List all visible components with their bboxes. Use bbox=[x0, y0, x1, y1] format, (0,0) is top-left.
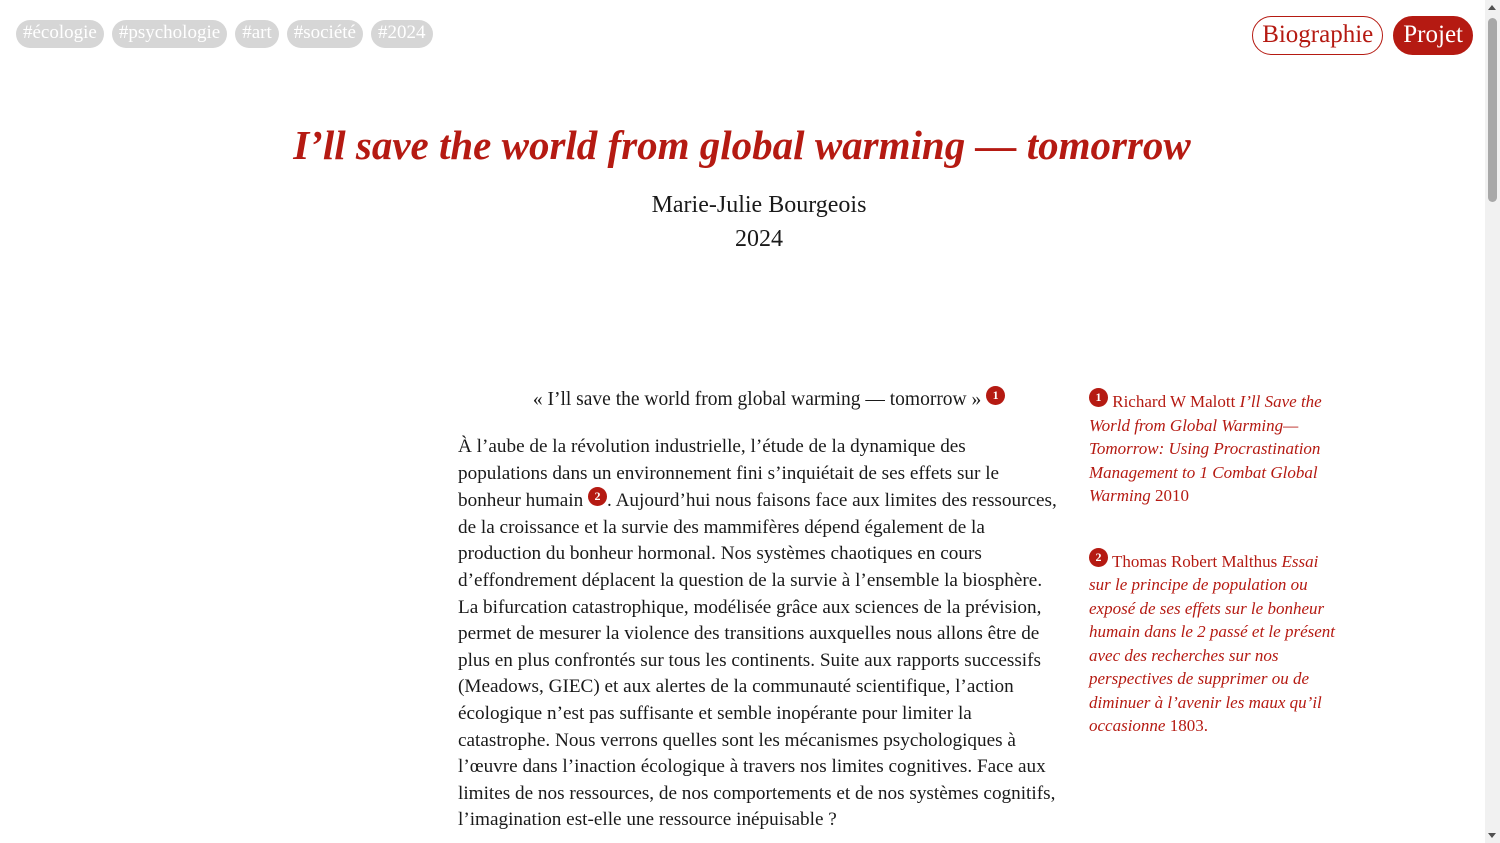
top-nav bbox=[1252, 16, 1473, 55]
epigraph bbox=[458, 384, 1058, 416]
tag-societe[interactable]: #société bbox=[287, 20, 363, 48]
footnote-2 bbox=[1089, 548, 1339, 738]
footnote-1-year: 2010 bbox=[1154, 486, 1189, 505]
tag-2024[interactable]: #2024 bbox=[371, 20, 433, 48]
footnote-marker-2[interactable]: 2 bbox=[588, 487, 607, 506]
tag-art[interactable]: #art bbox=[235, 20, 279, 48]
intro-paragraph bbox=[458, 434, 1058, 834]
tag-list bbox=[16, 20, 433, 48]
epigraph-text: « I’ll save the world from global warming — tomorrow » bbox=[532, 389, 982, 410]
footnote-2-author: Thomas Robert Malthus bbox=[1111, 551, 1278, 571]
author-name: Marie-Julie Bourgeois bbox=[651, 192, 867, 218]
footnote-2-work: Essai sur le principe de population ou exposé de ses effets sur le bonheur humain dans le 2 passé et le présent avec des recherches sur nos perspectives de supprimer ou de diminuer à l’avenir les maux qu’il occasionne bbox=[1089, 551, 1335, 735]
paragraph-part-2: . Aujourd’hui nous faisons face aux limites des ressources, de la croissance et la survie des mammifères dépend également de la production du bonheur hormonal. Nos systèmes chaotiques en cours d’effondrement déplacent la question de la survie à l’ensemble la biosphère. La bifurcation catastrophique, modélisée grâce aux sciences de la prévision, permet de mesurer la violence des transitions auxquelles nous allons être de plus en plus confrontés sur tous les continents. Suite aux rapports successifs (Meadows, GIEC) et aux alertes de la communauté scientifique, l’action écologique n’est pas suffisante et semble inopérante pour limiter la catastrophe. Nous verrons quelles sont les mécanismes psychologiques à l’œuvre dans l’inaction écologique à travers nos limites cognitives. Face aux limites de nos ressources, de nos comportements et de nos systèmes cognitifs, l’imagination est-elle une ressource inépuisable ? bbox=[458, 490, 1057, 831]
vertical-scrollbar[interactable] bbox=[1485, 0, 1500, 843]
scrollbar-thumb[interactable] bbox=[1488, 18, 1497, 202]
main-text bbox=[458, 384, 1058, 834]
project-button[interactable]: Projet bbox=[1393, 16, 1473, 55]
scroll-up-icon[interactable] bbox=[1488, 5, 1496, 10]
footnote-1-author: Richard W Malott bbox=[1112, 392, 1236, 411]
footnote-number-2: 2 bbox=[1089, 548, 1108, 567]
footnotes-sidebar bbox=[1089, 388, 1339, 778]
tag-psychologie[interactable]: #psychologie bbox=[112, 20, 227, 48]
footnote-marker-1[interactable]: 1 bbox=[986, 386, 1005, 405]
tag-ecologie[interactable]: #écologie bbox=[16, 20, 104, 48]
project-meta bbox=[0, 188, 1500, 256]
biography-button[interactable]: Biographie bbox=[1252, 16, 1383, 55]
paragraph-part-1: À l’aube de la révolution industrielle, l’étude de la dynamique des populations dans un environnement fini s’inquiétait de ses effets sur le bonheur humain bbox=[458, 436, 1000, 512]
footnote-1 bbox=[1089, 388, 1339, 508]
footnote-2-year: 1803. bbox=[1169, 716, 1208, 735]
footnote-1-work: I’ll Save the World from Global Warming—Tomorrow: Using Procrastination Management to 1 Combat Global Warming bbox=[1089, 392, 1322, 505]
scroll-down-icon[interactable] bbox=[1488, 833, 1496, 838]
project-year: 2024 bbox=[735, 226, 783, 252]
footnote-number-1: 1 bbox=[1089, 388, 1108, 407]
page-title: I’ll save the world from global warming — tomorrow bbox=[293, 122, 1191, 168]
